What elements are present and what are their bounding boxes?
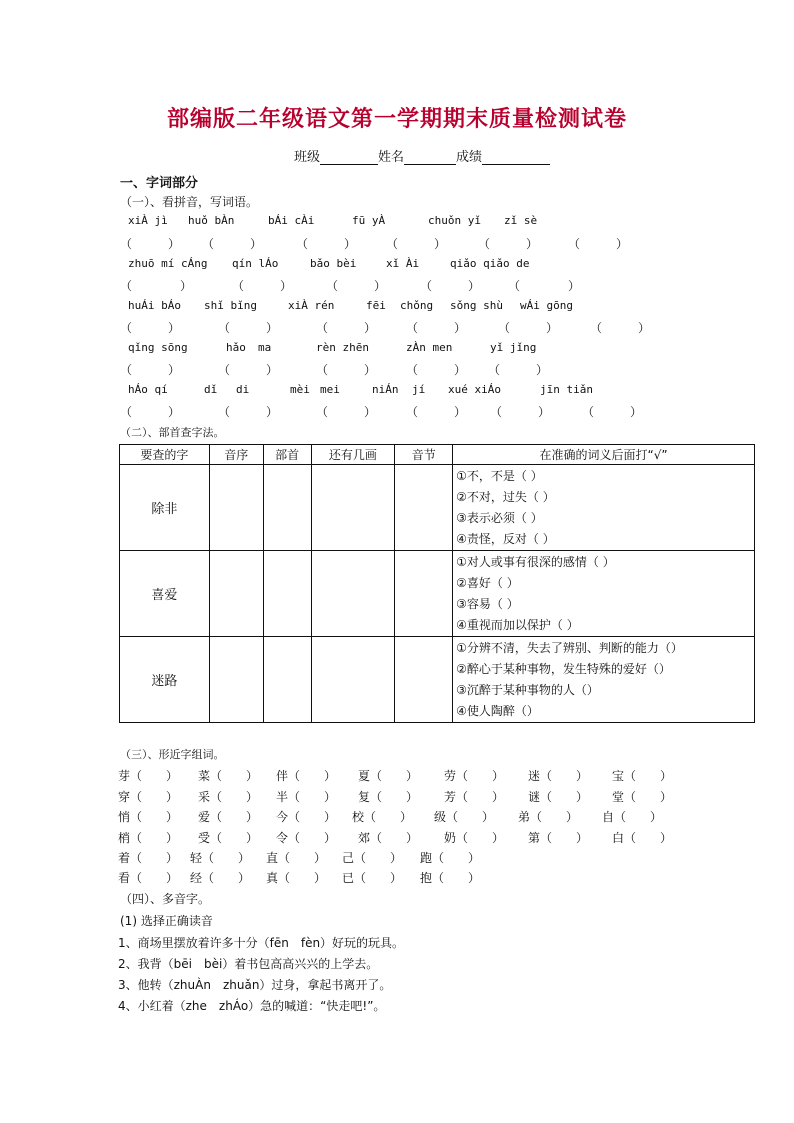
meaning-option[interactable]: ②不对，过失（ ） xyxy=(456,490,555,504)
char-item[interactable]: 弟（ ） xyxy=(518,810,579,824)
pinyin: di xyxy=(236,383,250,396)
char-item[interactable]: 着（ ） xyxy=(118,851,179,865)
char-item[interactable]: 真（ ） xyxy=(266,871,327,885)
pinyin: zÀn men xyxy=(406,341,453,354)
answer-paren[interactable]: （ ） xyxy=(120,279,193,293)
meanings-cell xyxy=(453,637,755,723)
meaning-option[interactable]: ②喜好（ ） xyxy=(456,576,519,590)
char-item[interactable]: 校（ ） xyxy=(352,810,413,824)
polyphone-question[interactable]: 3、他转（zhuÀn zhuǎn）过身，拿起书离开了。 xyxy=(118,978,392,992)
pinyin: mei xyxy=(320,383,340,396)
char-item[interactable]: 级（ ） xyxy=(434,810,495,824)
answer-cell[interactable] xyxy=(263,637,311,723)
pinyin: bǎo bèi xyxy=(310,257,357,270)
char-item[interactable]: 迷（ ） xyxy=(528,769,589,783)
answer-cell[interactable] xyxy=(311,551,395,637)
char-item[interactable]: 悄（ ） xyxy=(118,810,179,824)
pinyin: zǐ sè xyxy=(504,214,538,227)
meanings-cell xyxy=(453,551,755,637)
lookup-word: 除非 xyxy=(120,465,210,551)
answer-paren[interactable]: （ ） xyxy=(202,237,263,251)
class-blank[interactable] xyxy=(320,151,378,165)
char-item[interactable]: 复（ ） xyxy=(358,790,419,804)
pinyin: ma xyxy=(258,341,272,354)
pinyin: xiÀ jì xyxy=(128,214,168,227)
radical-lookup-table xyxy=(119,444,755,723)
answer-cell[interactable] xyxy=(263,465,311,551)
polyphone-question[interactable]: 1、商场里摆放着许多十分（fēn fèn）好玩的玩具。 xyxy=(118,936,405,950)
meaning-option[interactable]: ③表示必须（ ） xyxy=(456,511,543,525)
table-header: 在准确的词义后面打“√” xyxy=(453,445,755,465)
answer-cell[interactable] xyxy=(263,551,311,637)
pinyin: huǒ bÀn xyxy=(188,214,235,227)
char-item[interactable]: 梢（ ） xyxy=(118,831,179,845)
meaning-option[interactable]: ①对人或事有很深的感情（ ） xyxy=(456,555,615,569)
meaning-option[interactable]: ①分辨不清，失去了辨别、判断的能力（） xyxy=(456,641,683,655)
char-item[interactable]: 令（ ） xyxy=(276,831,337,845)
polyphone-question[interactable]: 4、小红着（zhe zhÁo）急的喊道：“快走吧!”。 xyxy=(118,999,386,1013)
pinyin: dǐ xyxy=(204,383,218,396)
char-item[interactable]: 今（ ） xyxy=(276,810,337,824)
answer-paren[interactable]: （ ） xyxy=(218,405,279,419)
char-item[interactable]: 受（ ） xyxy=(198,831,259,845)
table-row xyxy=(120,637,755,723)
table-header: 要查的字 xyxy=(120,445,210,465)
char-item[interactable]: 芳（ ） xyxy=(444,790,505,804)
answer-paren[interactable]: （ ） xyxy=(326,279,387,293)
pinyin: bÁi cÀi xyxy=(268,214,315,227)
meaning-option[interactable]: ④责怪，反对（ ） xyxy=(456,532,555,546)
answer-paren[interactable]: （ ） xyxy=(420,279,481,293)
polyphone-question[interactable]: 2、我背（bēi bèi）着书包高高兴兴的上学去。 xyxy=(118,957,379,971)
pinyin: fū yÀ xyxy=(352,214,386,227)
pinyin: zhuō mí cÁng xyxy=(128,257,208,270)
table-header: 音节 xyxy=(395,445,453,465)
pinyin: chuǒn yǐ xyxy=(428,214,481,227)
name-label: 姓名 xyxy=(378,150,405,165)
pinyin: hÁo qí xyxy=(128,383,168,396)
class-label: 班级 xyxy=(294,150,321,165)
char-item[interactable]: 爱（ ） xyxy=(198,810,259,824)
part4-subheading: (1) 选择正确读音 xyxy=(120,914,213,928)
char-item[interactable]: 宝（ ） xyxy=(612,769,673,783)
char-item[interactable]: 半（ ） xyxy=(276,790,337,804)
pinyin: chǒng xyxy=(400,299,434,312)
char-item[interactable]: 已（ ） xyxy=(342,871,403,885)
char-item[interactable]: 看（ ） xyxy=(118,871,179,885)
char-item[interactable]: 采（ ） xyxy=(198,790,259,804)
pinyin: huÁi bÁo xyxy=(128,299,181,312)
meaning-option[interactable]: ④重视而加以保护（ ） xyxy=(456,618,579,632)
char-item[interactable]: 奶（ ） xyxy=(444,831,505,845)
answer-paren[interactable]: （ ） xyxy=(406,321,467,335)
meaning-option[interactable]: ④使人陶醉（） xyxy=(456,704,539,718)
answer-paren[interactable]: （ ） xyxy=(478,237,539,251)
answer-paren[interactable]: （ ） xyxy=(316,363,377,377)
lookup-word: 喜爱 xyxy=(120,551,210,637)
char-item[interactable]: 轻（ ） xyxy=(190,851,251,865)
pinyin: xué xiÁo xyxy=(448,383,501,396)
table-header: 还有几画 xyxy=(311,445,395,465)
answer-paren[interactable]: （ ） xyxy=(316,405,377,419)
meaning-option[interactable]: ③沉醉于某种事物的人（） xyxy=(456,683,599,697)
score-blank[interactable] xyxy=(482,151,550,165)
answer-cell[interactable] xyxy=(395,637,453,723)
answer-paren[interactable]: （ ） xyxy=(406,363,467,377)
char-item[interactable]: 经（ ） xyxy=(190,871,251,885)
char-item[interactable]: 己（ ） xyxy=(342,851,403,865)
table-header: 部首 xyxy=(263,445,311,465)
answer-paren[interactable]: （ ） xyxy=(120,237,181,251)
pinyin: hǎo xyxy=(226,341,246,354)
answer-paren[interactable]: （ ） xyxy=(120,363,181,377)
answer-paren[interactable]: （ ） xyxy=(120,405,181,419)
answer-paren[interactable]: （ ） xyxy=(232,279,293,293)
char-item[interactable]: 郊（ ） xyxy=(358,831,419,845)
answer-paren[interactable]: （ ） xyxy=(498,321,559,335)
lookup-word: 迷路 xyxy=(120,637,210,723)
pinyin: fēi xyxy=(366,299,386,312)
char-item[interactable]: 夏（ ） xyxy=(358,769,419,783)
table-header-row xyxy=(120,445,755,465)
answer-cell[interactable] xyxy=(209,637,263,723)
pinyin: xǐ Ài xyxy=(386,257,420,270)
answer-paren[interactable]: （ ） xyxy=(406,405,467,419)
answer-paren[interactable]: （ ） xyxy=(568,237,629,251)
char-item[interactable]: 芽（ ） xyxy=(118,769,179,783)
char-item[interactable]: 堂（ ） xyxy=(612,790,673,804)
answer-paren[interactable]: （ ） xyxy=(316,321,377,335)
answer-paren[interactable]: （ ） xyxy=(218,363,279,377)
name-blank[interactable] xyxy=(404,151,456,165)
part3-heading: （三）、形近字组词。 xyxy=(120,748,225,761)
char-item[interactable]: 劳（ ） xyxy=(444,769,505,783)
char-item[interactable]: 自（ ） xyxy=(602,810,663,824)
answer-paren[interactable]: （ ） xyxy=(218,321,279,335)
answer-paren[interactable]: （ ） xyxy=(590,321,651,335)
meaning-option[interactable]: ②醉心于某种事物，发生特殊的爱好（） xyxy=(456,662,671,676)
pinyin: sǒng shù xyxy=(450,299,503,312)
answer-paren[interactable]: （ ） xyxy=(488,363,549,377)
answer-cell[interactable] xyxy=(395,551,453,637)
answer-cell[interactable] xyxy=(209,465,263,551)
pinyin: xiÀ rén xyxy=(288,299,335,312)
table-header: 音序 xyxy=(209,445,263,465)
char-item[interactable]: 跑（ ） xyxy=(420,851,481,865)
answer-cell[interactable] xyxy=(395,465,453,551)
char-item[interactable]: 第（ ） xyxy=(528,831,589,845)
pinyin: qiǎo qiǎo de xyxy=(450,257,530,270)
char-item[interactable]: 白（ ） xyxy=(612,831,673,845)
char-item[interactable]: 穿（ ） xyxy=(118,790,179,804)
section-heading: 一、字词部分 xyxy=(120,176,199,191)
part1-heading: （一）、看拼音，写词语。 xyxy=(120,195,259,209)
char-item[interactable]: 菜（ ） xyxy=(198,769,259,783)
pinyin: rèn zhēn xyxy=(316,341,369,354)
answer-cell[interactable] xyxy=(311,637,395,723)
answer-cell[interactable] xyxy=(311,465,395,551)
answer-paren[interactable]: （ ） xyxy=(508,279,581,293)
answer-paren[interactable]: （ ） xyxy=(490,405,551,419)
pinyin: yǐ jǐng xyxy=(490,341,537,354)
meaning-option[interactable]: ③容易（ ） xyxy=(456,597,519,611)
char-item[interactable]: 谜（ ） xyxy=(528,790,589,804)
meaning-option[interactable]: ①不，不是（ ） xyxy=(456,469,543,483)
score-label: 成绩 xyxy=(456,150,483,165)
answer-cell[interactable] xyxy=(209,551,263,637)
pinyin: mèi xyxy=(290,383,310,396)
pinyin: wÁi gōng xyxy=(520,299,573,312)
table-row xyxy=(120,465,755,551)
pinyin: niÁn xyxy=(372,383,399,396)
answer-paren[interactable]: （ ） xyxy=(386,237,447,251)
answer-paren[interactable]: （ ） xyxy=(296,237,357,251)
part4-heading: （四）、多音字。 xyxy=(120,892,211,906)
page-title: 部编版二年级语文第一学期期末质量检测试卷 xyxy=(166,107,627,132)
pinyin: jīn tiǎn xyxy=(540,383,593,396)
student-info-line xyxy=(294,146,550,165)
table-row xyxy=(120,551,755,637)
answer-paren[interactable]: （ ） xyxy=(582,405,643,419)
meanings-cell xyxy=(453,465,755,551)
pinyin: qǐng sōng xyxy=(128,341,188,354)
char-item[interactable]: 直（ ） xyxy=(266,851,327,865)
char-item[interactable]: 伴（ ） xyxy=(276,769,337,783)
pinyin: shǐ bǐng xyxy=(204,299,257,312)
char-item[interactable]: 抱（ ） xyxy=(420,871,481,885)
pinyin: qín lÁo xyxy=(232,257,279,270)
part2-heading: （二）、部首查字法。 xyxy=(120,426,225,439)
pinyin: jí xyxy=(412,383,426,396)
answer-paren[interactable]: （ ） xyxy=(120,321,181,335)
